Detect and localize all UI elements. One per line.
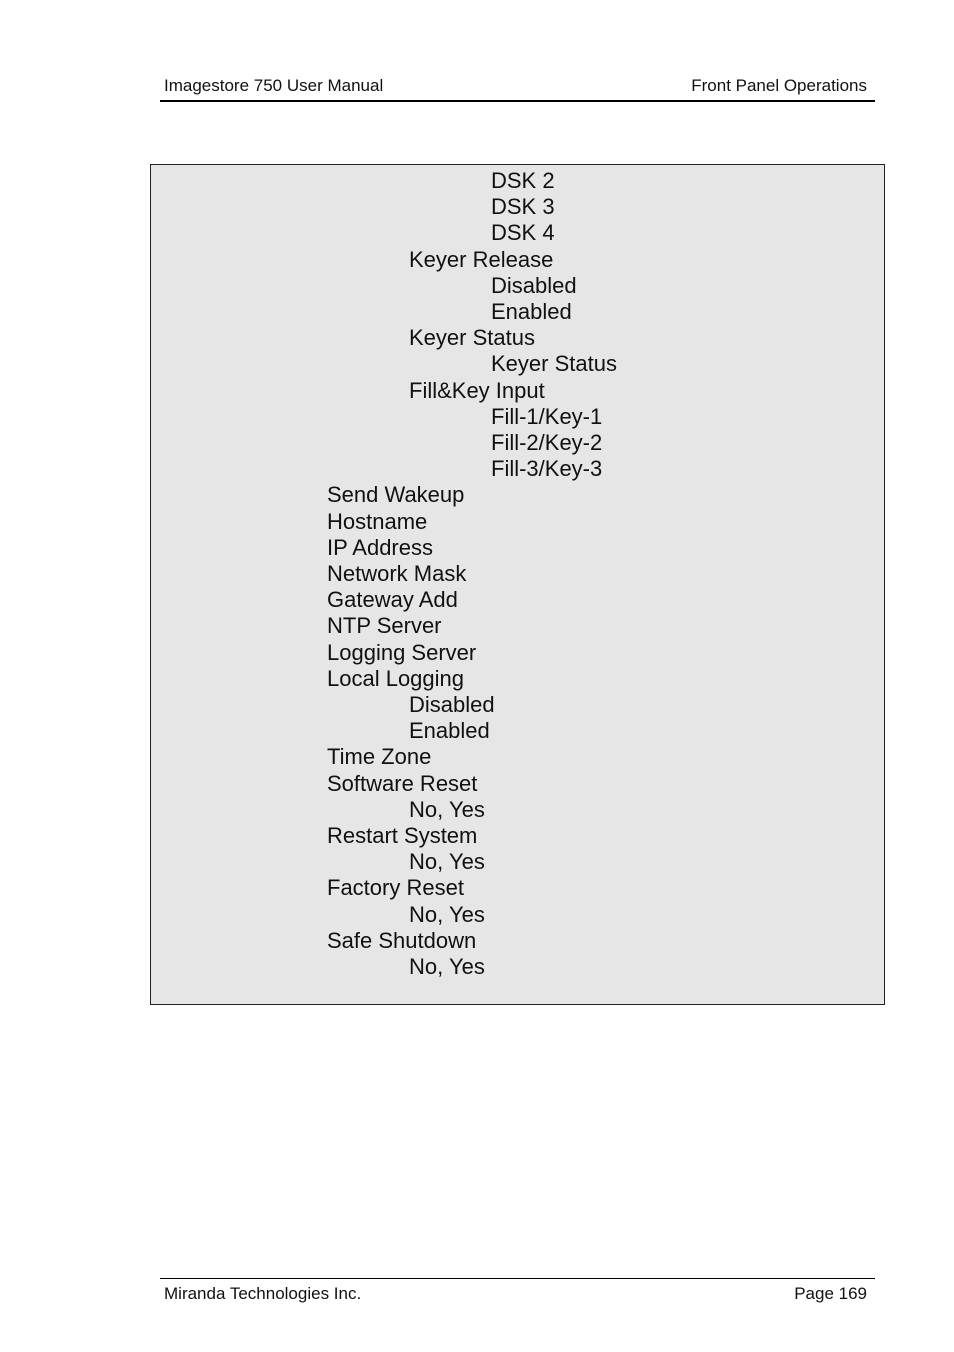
menu-item-level-1: Factory Reset: [327, 875, 464, 901]
menu-item-level-1: Hostname: [327, 508, 428, 534]
menu-item-level-3: Keyer Status: [491, 351, 617, 377]
header-manual-title: Imagestore 750 User Manual: [164, 76, 384, 95]
menu-item-level-3: DSK 2: [491, 168, 555, 193]
menu-item-level-2: No, Yes: [409, 901, 485, 927]
footer-page-number: Page 169: [794, 1284, 867, 1303]
page-footer: [160, 1278, 875, 1307]
menu-item-level-1: Software Reset: [327, 770, 478, 796]
menu-item-level-2: No, Yes: [409, 954, 485, 979]
menu-item-level-1: Network Mask: [327, 561, 467, 586]
menu-item-level-3: Fill-3/Key-3: [491, 456, 603, 482]
menu-item-level-1: Send Wakeup: [327, 482, 465, 508]
menu-item-level-1: NTP Server: [327, 613, 442, 639]
menu-tree-box: [150, 164, 885, 1005]
menu-item-level-2: Keyer Release: [409, 246, 554, 272]
menu-item-level-1: Gateway Add: [327, 587, 458, 613]
menu-item-level-3: Disabled: [491, 272, 577, 298]
menu-item-level-3: Fill-2/Key-2: [491, 430, 603, 455]
menu-item-level-3: DSK 4: [491, 220, 555, 246]
menu-item-level-1: Restart System: [327, 823, 478, 848]
footer-company: Miranda Technologies Inc.: [164, 1284, 362, 1303]
header-section-title: Front Panel Operations: [691, 76, 867, 95]
menu-item-level-2: Fill&Key Input: [409, 377, 545, 403]
menu-item-level-1: Time Zone: [327, 744, 432, 770]
menu-item-level-3: Enabled: [491, 299, 572, 324]
menu-item-level-2: No, Yes: [409, 849, 485, 875]
menu-item-level-3: DSK 3: [491, 194, 555, 220]
menu-item-level-1: Logging Server: [327, 639, 477, 665]
menu-item-level-1: Local Logging: [327, 665, 465, 691]
menu-item-level-2: No, Yes: [409, 796, 485, 822]
menu-item-level-1: Safe Shutdown: [327, 927, 477, 953]
page-header: [160, 76, 875, 102]
menu-item-level-2: Disabled: [409, 692, 495, 717]
menu-item-level-2: Keyer Status: [409, 325, 535, 351]
menu-item-level-1: IP Address: [327, 534, 433, 560]
menu-item-level-2: Enabled: [409, 718, 490, 744]
menu-item-level-3: Fill-1/Key-1: [491, 403, 603, 429]
